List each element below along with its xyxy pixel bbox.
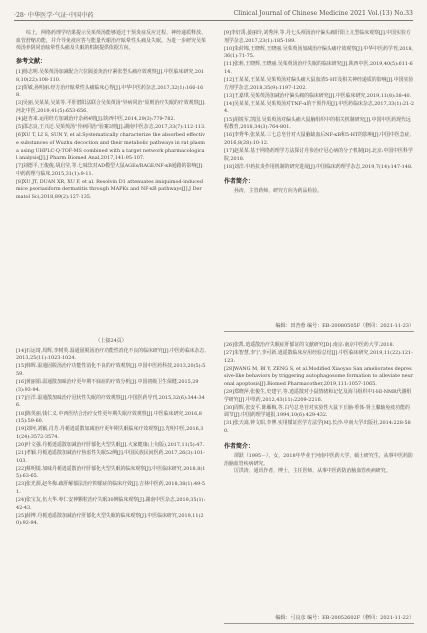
reference-item: [29]郑晓萍,张俊生,史建宇,等.逍遥散对小鼠情绪和记忆及海马组织中Ⅰ-HI-NMR代谢组学研究[J].中草药,2012,43(11):2209-2216.	[224, 389, 412, 403]
header-right: Clinical Journal of Chinese Medicine 2021 Vol.(13) No.33	[233, 10, 413, 17]
reference-item: [23]张光源,赵冬梅.疏肝解郁法治疗抑郁症的临床疗效[J].吉林中医药,2018,38(1):49-51.	[16, 481, 205, 495]
left-top-column	[16, 30, 206, 202]
reference-item: [8]XU JT, DUAN XR, XU F, et al. Resolvin D1 attenuates imiquimod-induced mice psoriasiform dermatitis through MAPKs and NF-κB pathways[J].J Dermatol Sci,2018,89(2):127-135.	[16, 178, 203, 201]
reference-item: [15]韩辉.温通固脱汤治疗功能性消化不良的疗效观察[J].中国中医药科技,2013,20(5):559.	[16, 363, 206, 378]
editor-rule-top	[224, 331, 414, 332]
reference-item: [20]叶文强.丹栀逍遥散加减治疗肝郁化火型失眠[J].大家健康(上旬版),2017,11(5):47.	[16, 441, 205, 448]
reference-item: [16]李秀华,张某某.三七总皂苷对大鼠脑缺血后NF-κB和5-HT的影响[J].中国中医急症,2016,8(28):10-12.	[224, 132, 412, 146]
reference-item: [14]吴某某,王某某.吴茱萸汤对TNF-α的干预作用[J].中医药临床杂志,2017,33(1):21-24.	[224, 100, 414, 115]
author-bio-title: 作者简介：	[224, 442, 255, 450]
reference-item: [6]XU T, LI S, SUN Y, et al.Systematically characterize the absorbed effective substances of Wuzhu decoction and their metabolic pathways in rat plasma using UHPLC-Q-TOF-MS combined with a target network pharmacological analysis[J].J Pharm Biomed Anal,2017,141:95-107.	[16, 132, 205, 162]
reference-item: [28]WANG M, BI Y, ZENG S, et al.Modified Xiaoyao San ameliorates depressive-like behaviors by triggering autophagosome formation to alleviate neuronal apoptosis[J].Biomed Pharmacother,2019,111:1057-1065.	[224, 365, 414, 387]
right-bottom-column	[224, 342, 414, 476]
reference-item: [4]赵杏来.运用经方加减治疗杂病4则[J].陕西中医,2014,29(3):779-782.	[16, 116, 176, 123]
left-bottom-column	[16, 336, 206, 528]
reference-item: [30]周辉,张安平,陈雁梅,等.白芍总皂苷对实验性大鼠下丘脑-垂体-肾上腺轴免疫功能的调节[J].中国药理学通报,1994,10(6):429-432.	[224, 404, 410, 419]
reference-item: [11]张莉,王晓辉,王晓丽.吴茱萸汤治疗失眠的临床研究[J].陕西中医,2019,40(5):611-614.	[224, 61, 413, 75]
reference-item: [18]陈英丽,钱仁义.中西医结合治疗女性更年期失眠疗效观察[J].中医临床研究,2016,8(15):59-60.	[16, 410, 202, 425]
references-title: 参考文献：	[16, 57, 47, 65]
editor-note-top: 编辑：田杏蓉 编号：EB-20080505F（修回：2021-11-23）	[275, 323, 414, 329]
header-rule	[14, 20, 413, 21]
reference-item: [25]薛博.丹栀逍遥散加减治疗肝郁化火型失眠的临床观察[J].中医临床研究,2019,11(20):92-94.	[16, 512, 204, 527]
reference-item: [22]蔡明镜.加味丹栀逍遥散治疗肝郁化火型失眠的临床观察[J].中医临床研究,2018,8(15):63-65.	[16, 465, 206, 480]
reference-list	[16, 69, 206, 202]
reference-item: [24]张宝友,伍大华.枣仁安神颗粒治疗失眠30例临床观察[J].湖南中医杂志,2019,35(1):42-43.	[16, 497, 206, 511]
reference-item: [21]孝颖.丹栀逍遥散加减治疗焦虑性失眠52例[J].中国民族民间医药,2017,26(3):101-103.	[16, 449, 205, 464]
reference-item: [19]刘珂,刘颖,肖芳.丹栀逍遥散加减治疗更年期失眠临床疗效观察[J].光明中医,2016,31(24):3572-3574.	[16, 426, 204, 440]
reference-item: [1]杨志明.吴茱萸汤加减配合穴位隔姜灸治疗紧张型头痛疗效观察[J].中医临床研究,2018,10(22):108-110.	[16, 69, 205, 83]
reference-item: [7]刘德平,王俊俊,胡启莹,等.七味饮对AD模型大鼠AGEs/RAGE/NF-κB通路的影响[J].中药药理与临床,2015,31(1):9-11.	[16, 163, 204, 177]
author-bio-text: 孙涛，主管药师，研究方向为药品检验。	[234, 188, 323, 195]
reference-item: [14]石运琦,周辉,李树英.温通固脱汤治疗功能性消化不良的临床研究[J].中医药临床杂志,2013,25(11):1023-1024.	[16, 347, 206, 362]
editor-rule-bottom	[224, 623, 414, 624]
reference-item: [9]李好禹,晏丽玲,刘秀萍,等.丹七头颅汤治疗偏头痛肝阳上亢型临床观察[J].中国实验方剂学杂志,2017,23(1):185-189.	[224, 30, 411, 44]
editor-note-bottom: 编辑：弓良彦 编号：EB-20052602F（修回：2021-11-22）	[275, 615, 414, 621]
right-top-column	[224, 30, 414, 196]
author-bio-text-2: 厉洪涛，通讯作者，博士，主任医师，从事中医药防治脑血管疾病研究。	[234, 468, 391, 475]
author-bio-text: 谭跃（1995－），女，2018年毕业于河南中医药大学，硕士研究生，从事中医药防治脑血管疾病研究。	[224, 452, 413, 467]
reference-item: [17]赵某某.基于网络药理学方法探讨丹参治疗冠心病的分子机制[D].北京:中国中医科学院,2018.	[224, 147, 413, 162]
reference-item: [26]张凯.逍遥散治疗失眠症肝郁证的文献研究[D].南京:南京中医药大学,2018.	[224, 342, 395, 348]
author-bio-title: 作者简介：	[224, 178, 255, 186]
conclusion-paragraph: 综上，网络药理学结果提示吴茱萸汤能够通过干预炎症反应过程、神经递质释放、血管舒缩功能，并介导免疫应答与能量代谢治疗眩晕性头痛及失眠。为进一步研究吴茱萸汤养阴同治眩晕性头痛及失眠的机制提供依据方向。	[16, 30, 206, 52]
reference-item: [15]胡锐军,凯国.吴茱萸汤对偏头痛大鼠脑组织中的相关机制研究[J].中国中医药现代远程教育,2018,34(3):764-801.	[224, 116, 411, 131]
continuation-note: （上接24页）	[95, 338, 127, 344]
reference-item: [2]贺敏,孙明丽.经方治疗眩晕性头痛临床心得[J].中华中医药杂志,2017,32(1):166-168.	[16, 84, 204, 99]
reference-item: [16]黄丽娟.温通散加味治疗更年期不寐症的疗效分析[J].中国初级卫生保健,2015,29(3):93-94.	[16, 379, 199, 393]
reference-item: [27]朱智慧,李宁,李可新.逍遥散临床应用经验总结[J].中医临床研究,2019,11(22):121-123.	[224, 350, 413, 364]
reference-item: [12]王某某,王某某.吴茱萸汤对偏头痛大鼠血清5-HT及相关神经递质的影响[J].中国实验方剂学杂志,2018,35(9):1197-1202.	[224, 77, 414, 91]
reference-item: [31]张天嵩,钟文昭,李博.实用循证医学方法学[M].长沙:中南大学出版社,2014:228-580.	[224, 420, 411, 435]
reference-item: [10]朱莳锦,王晓辉,王晓丽.吴茱萸汤加减治疗偏头痛疗效观察[J].中华中医药学刊,2018,36(1):71-75.	[224, 45, 414, 60]
reference-item: [18]刘洋.中药抗炎作用机制的研究进展[J].中国临床药理学杂志,2019,7(14):147-148.	[224, 163, 413, 170]
reference-item: [13]王嘉琪.吴茱萸汤加减治疗偏头痛的临床研究[J].中医临床研究,2019,11(8):38-40.	[224, 92, 412, 99]
header-left: ·28· 中华医学·气证·中国中药	[14, 12, 94, 19]
reference-item: [5]邵志良,王兴迁.吴茱萸汤"异病同治"验案3则[J].湖南中医杂志,2017,33(7):112-113.	[16, 124, 206, 131]
reference-item: [17]汪洋.温通散加味治疗冠状性失眠的疗效观察[J].中国医药导刊,2015,32(6):344-346.	[16, 394, 205, 409]
reference-item: [3]吴丽,吴某某,吴某等.平肝潜阳法联合吴茱萸汤"异病同治"原则治疗失眠的疗效观察[J].河北中医,2019,41(5):653-656.	[16, 100, 206, 115]
